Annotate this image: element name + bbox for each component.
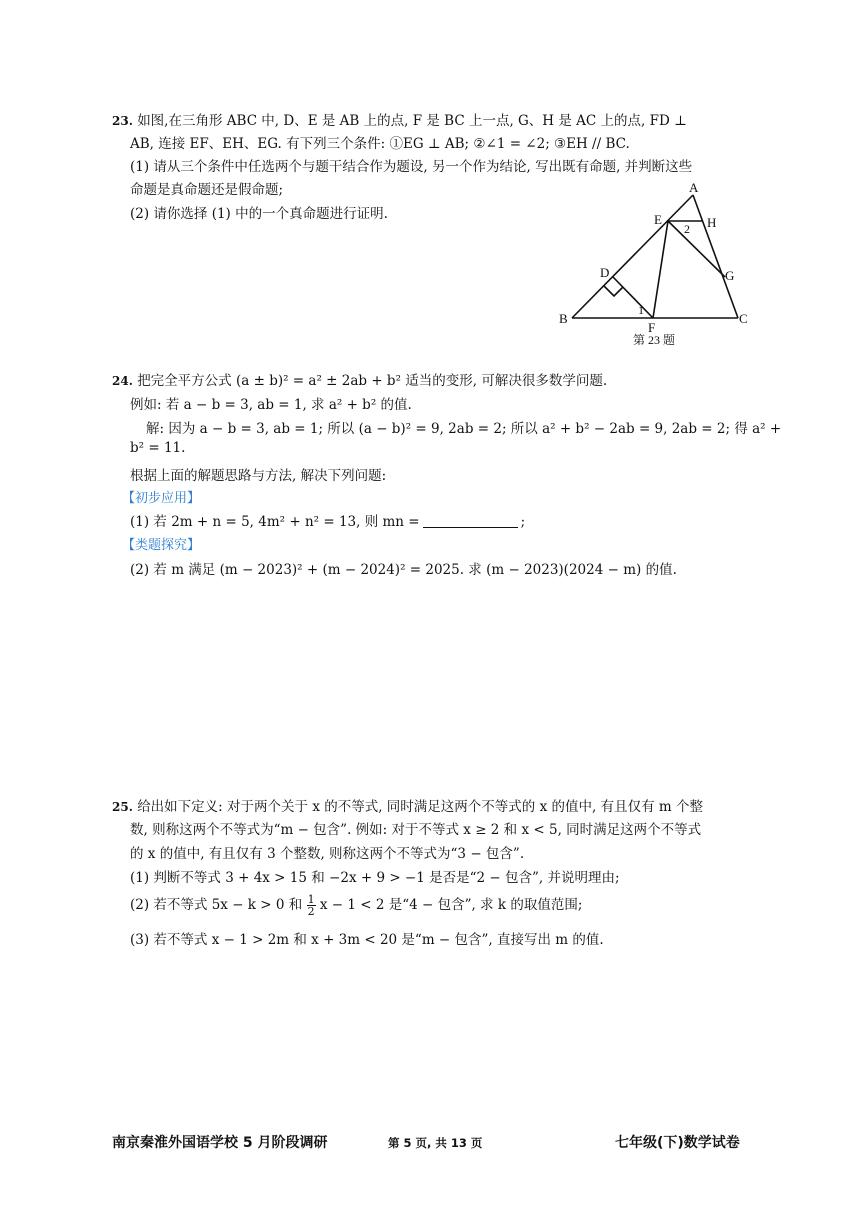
q24-line5: 根据上面的解题思路与方法, 解决下列问题: [130,468,387,484]
q25-part3: (3) 若不等式 x − 1 > 2m 和 x + 3m < 20 是“m − 包含”, 直接写出 m 的值. [130,932,604,948]
q23-line4: 命题是真命题还是假命题; [130,182,284,198]
label-F: F [648,320,656,335]
side-AB [572,195,693,318]
label-G: G [725,268,735,283]
q25-line3: 的 x 的值中, 有且仅有 3 个整数, 则称这两个不等式为“3 − 包含”. [130,846,525,862]
label-D: D [600,265,610,280]
q24-number: 24. [112,374,133,388]
q23-line2: AB, 连接 EF、EH、EG. 有下列三个条件: ①EG ⊥ AB; ②∠1 = ∠2; ③EH // BC. [130,136,630,152]
label-H: H [707,215,717,230]
answer-blank[interactable] [423,513,518,528]
q23-line5: (2) 请你选择 (1) 中的一个真命题进行证明. [130,206,388,222]
section-initial-application: 【初步应用】 [122,491,201,506]
q25-part2: (2) 若不等式 5x − k > 0 和 $\frac{1}{2}$ x − 1 < 2 是“4 − 包含”, 求 k 的取值范围; [130,893,583,918]
section-similar-exploration: 【类题探究】 [122,538,201,553]
label-1: 1 [638,303,644,317]
q24-line3: 解: 因为 a − b = 3, ab = 1; 所以 (a − b)² = 9, 2ab = 2; 所以 a² + b² − 2ab = 9, 2ab = 2; 得 a² + [146,421,782,437]
label-2: 2 [684,222,690,236]
footer-exam-title: 七年级(下)数学试卷 [615,1135,740,1151]
right-angle-mark [604,286,623,296]
side-AC [693,195,738,318]
figure-caption: 第 23 题 [633,333,676,347]
label-B: B [559,311,568,326]
segment-EF [653,221,668,318]
label-E: E [654,212,662,227]
label-A: A [689,180,699,195]
segment-FD [613,277,653,318]
footer-school: 南京秦淮外国语学校 5 月阶段调研 [112,1135,328,1151]
q23-line3: (1) 请从三个条件中任选两个与题干结合作为题设, 另一个作为结论, 写出既有命题, 并判断这些 [130,159,693,175]
q24-line4: b² = 11. [130,440,186,456]
q25-line1: 25. 给出如下定义: 对于两个关于 x 的不等式, 同时满足这两个不等式的 x 的值中, 有且仅有 m 个整 [112,799,703,815]
q25-part1: (1) 判断不等式 3 + 4x > 15 和 −2x + 9 > −1 是否是“2 − 包含”, 并说明理由; [130,870,620,886]
q23-number: 23. [112,114,133,128]
q25-number: 25. [112,800,133,814]
q24-line1: 24. 把完全平方公式 (a ± b)² = a² ± 2ab + b² 适当的变形, 可解决很多数学问题. [112,373,608,389]
footer-page-number: 第 5 页, 共 13 页 [388,1136,483,1150]
q25-line2: 数, 则称这两个不等式为“m − 包含”. 例如: 对于不等式 x ≥ 2 和 x < 5, 同时满足这两个不等式 [130,822,702,838]
q23-line1: 23. 如图,在三角形 ABC 中, D、E 是 AB 上的点, F 是 BC 上一点, G、H 是 AC 上的点, FD ⊥ [112,113,687,129]
q24-part2: (2) 若 m 满足 (m − 2023)² + (m − 2024)² = 2025. 求 (m − 2023)(2024 − m) 的值. [130,562,677,578]
label-C: C [739,311,748,326]
q24-line2: 例如: 若 a − b = 3, ab = 1, 求 a² + b² 的值. [130,397,412,413]
q24-part1: (1) 若 2m + n = 5, 4m² + n² = 13, 则 mn = ; [130,514,526,530]
segment-EG [668,221,725,277]
triangle-figure [555,180,765,350]
fraction-one-half: $\frac{1}{2}$ [307,893,315,918]
